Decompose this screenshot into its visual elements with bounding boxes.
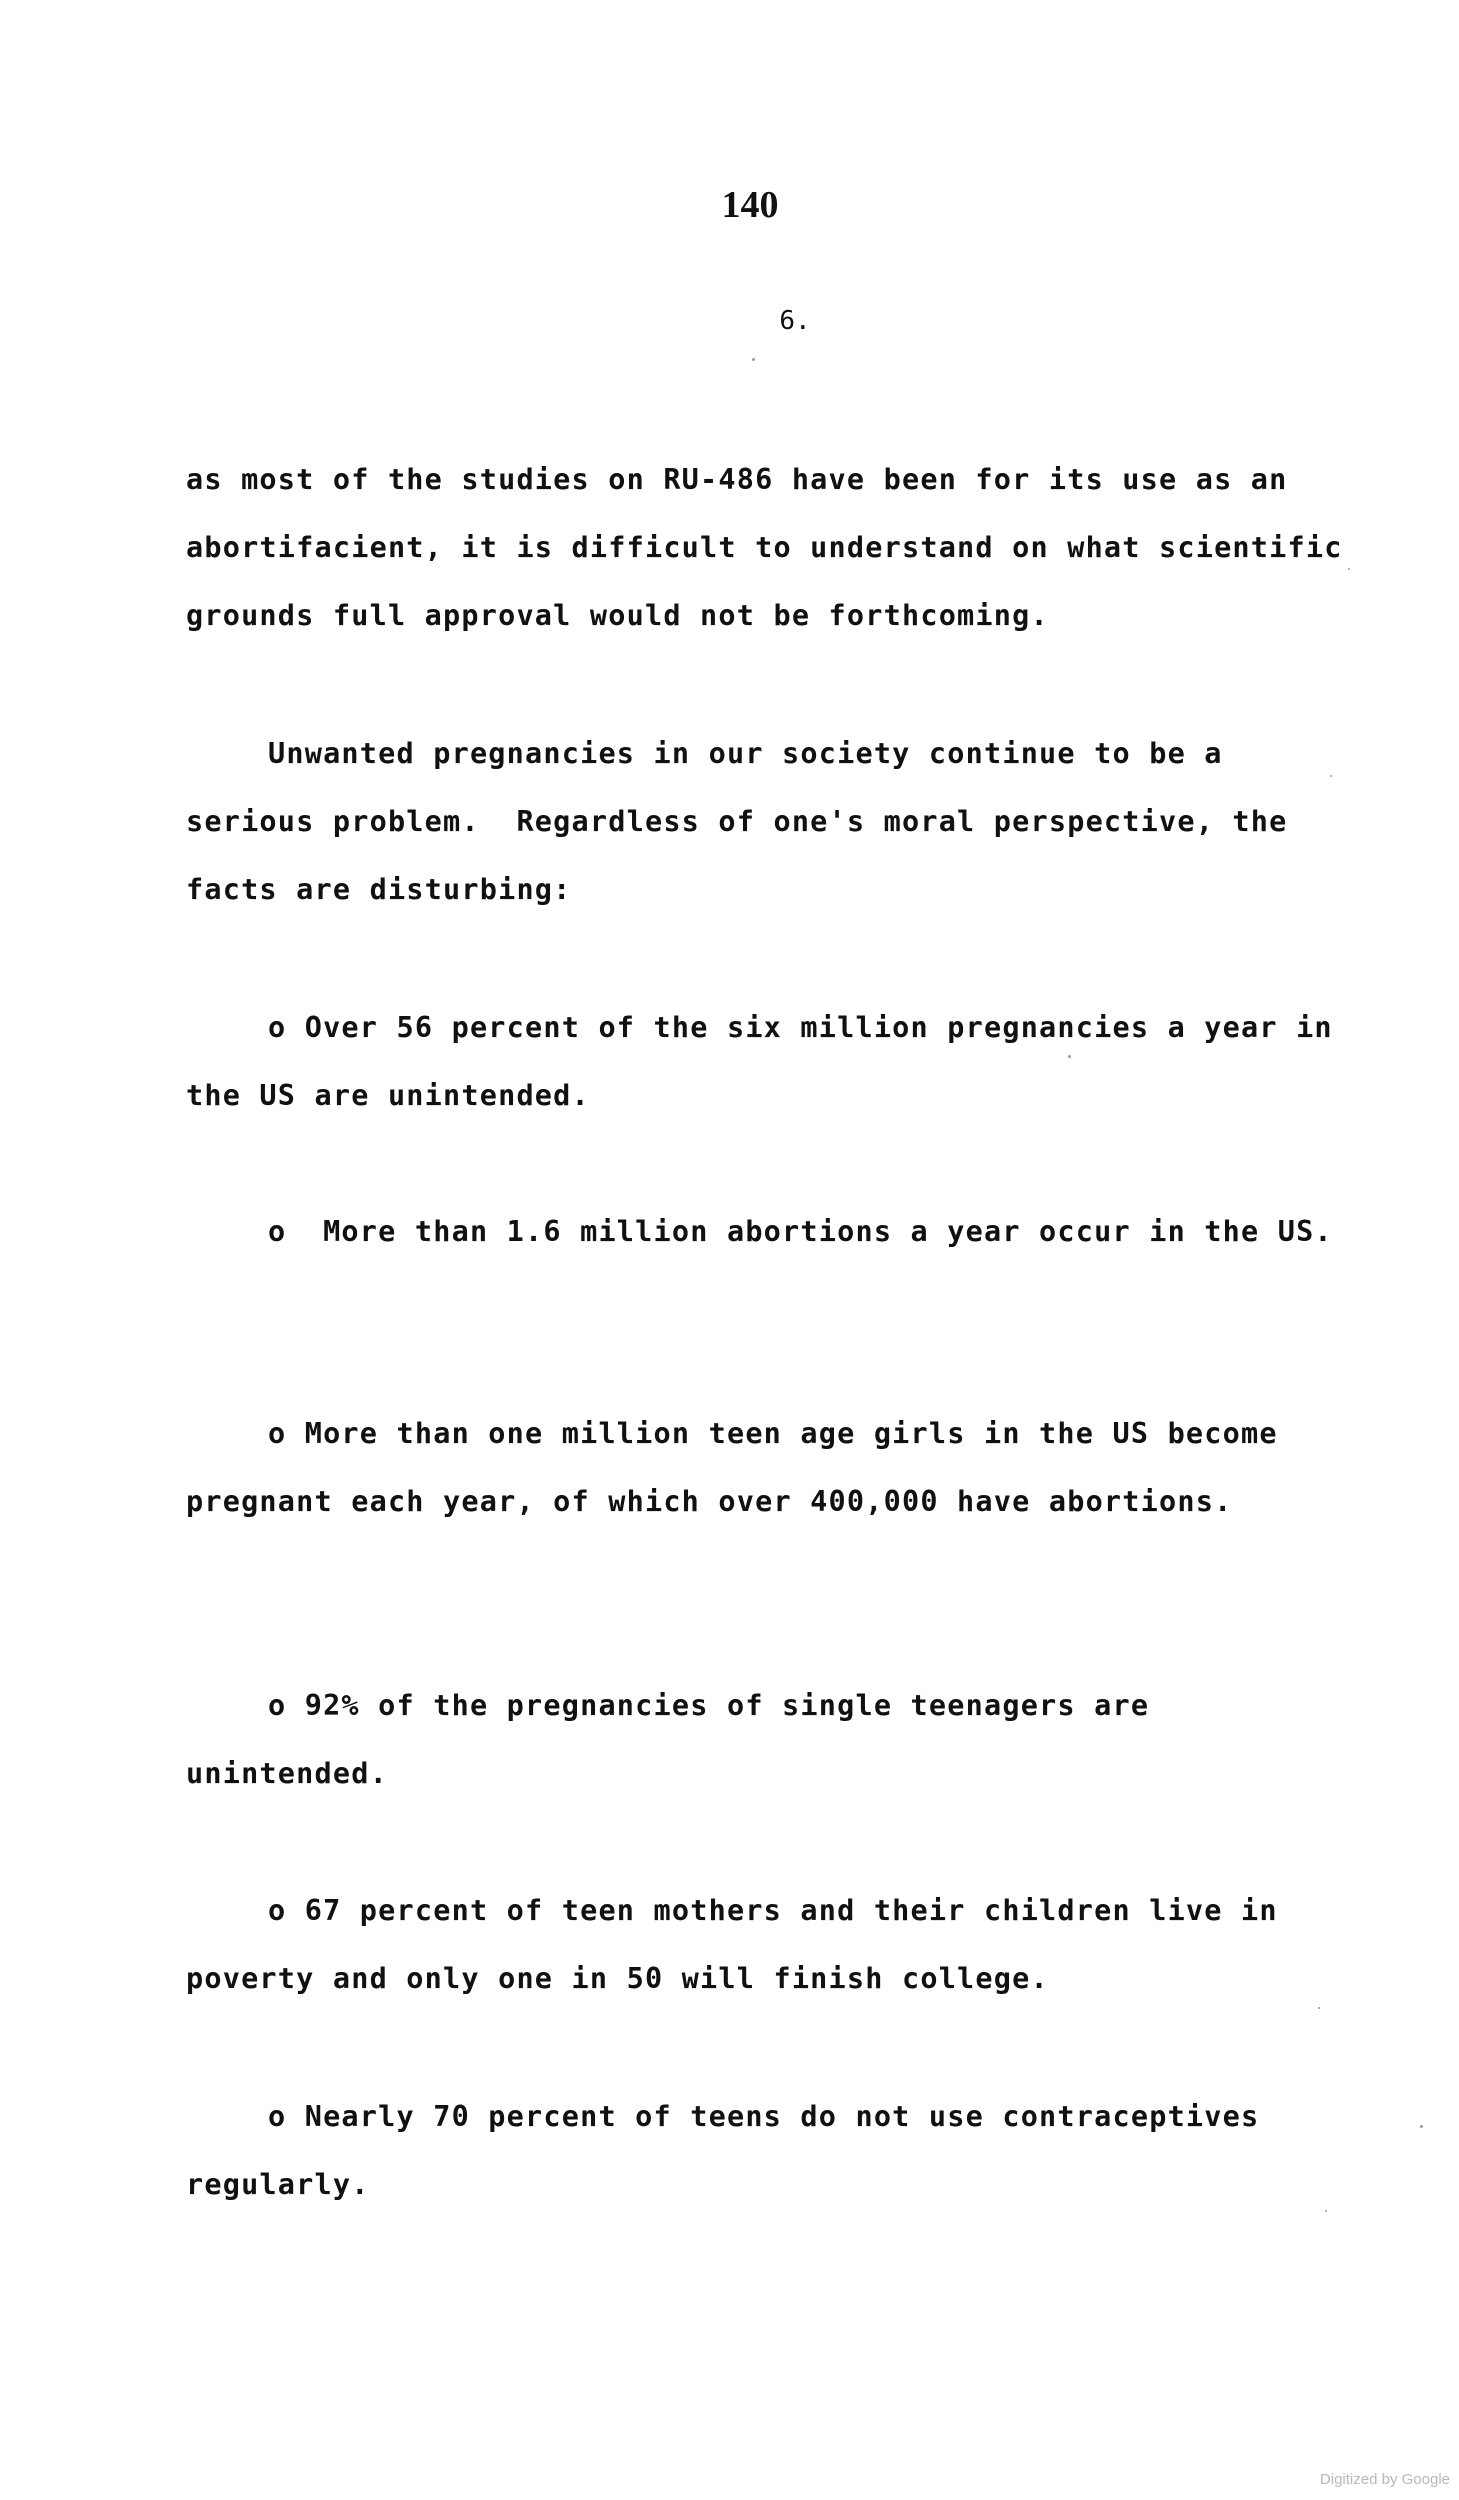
bullet-item-abortions: o More than 1.6 million abortions a year occur in the US. — [268, 1215, 1333, 1248]
scan-speck — [1330, 775, 1332, 777]
paragraph-unwanted-pregnancies: Unwanted pregnancies in our society continue to be a serious problem. Regardless of one's moral perspective, the facts are disturbing: — [186, 737, 1306, 906]
bullet-item-teen-mothers: o 67 percent of teen mothers and their children live in poverty and only one in 50 will finish college. — [186, 1894, 1297, 1995]
paragraph-continuation: as most of the studies on RU-486 have been for its use as an abortifacient, it is difficult to understand on what scientific grounds full approval would not be forthcoming. — [186, 463, 1361, 632]
scan-speck — [1420, 2125, 1423, 2128]
bullet-item-unintended-pregnancies: o Over 56 percent of the six million pregnancies a year in the US are unintended. — [186, 1011, 1352, 1112]
footer-credit: Digitized by Google — [1319, 2471, 1450, 2488]
bullet-item-teen-pregnancies: o More than one million teen age girls in the US become pregnant each year, of which over 400,000 have abortions. — [186, 1417, 1297, 1518]
scan-speck — [1068, 1055, 1071, 1058]
page-number: 140 — [721, 184, 779, 226]
scan-speck — [752, 358, 755, 361]
scan-speck — [1348, 568, 1350, 570]
section-number: 6. — [779, 306, 811, 336]
scan-speck — [1318, 2007, 1320, 2009]
scan-speck — [1325, 2210, 1327, 2212]
bullet-item-contraceptives: o Nearly 70 percent of teens do not use contraceptives regularly. — [186, 2100, 1278, 2201]
bullet-item-single-teenagers: o 92% of the pregnancies of single teenagers are unintended. — [186, 1689, 1168, 1790]
